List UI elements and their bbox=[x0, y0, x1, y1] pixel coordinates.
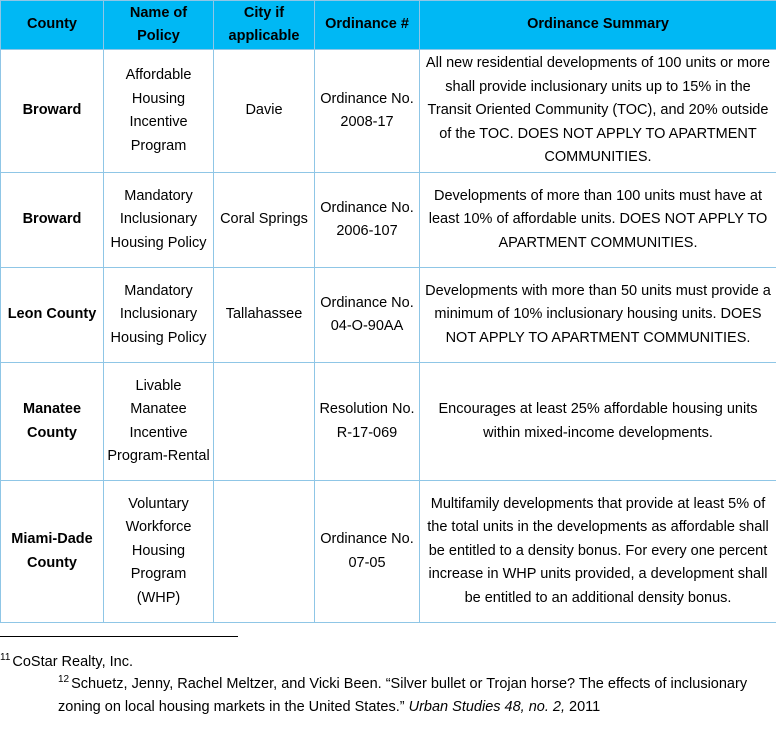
header-ordinance: Ordinance # bbox=[315, 1, 420, 50]
ordinance-cell: Ordinance No. 07-05 bbox=[315, 481, 420, 623]
header-county: County bbox=[1, 1, 104, 50]
footnote-year: 2011 bbox=[569, 699, 601, 715]
summary-cell: Developments of more than 100 units must have at least 10% of affordable units. DOES NOT APPLY TO APARTMENT COMMUNITIES. bbox=[420, 173, 776, 268]
summary-cell: Multifamily developments that provide at least 5% of the total units in the developments as affordable shall be entitled to a density bonus. For every one percent increase in WHP units provided, a development shall be entitled to an additional density bonus. bbox=[420, 481, 776, 623]
header-city: City if applicable bbox=[214, 1, 315, 50]
city-cell: Coral Springs bbox=[214, 173, 315, 268]
city-cell bbox=[214, 363, 315, 481]
county-cell: Broward bbox=[1, 50, 104, 173]
policy-cell: Mandatory Inclusionary Housing Policy bbox=[104, 173, 214, 268]
county-cell: Miami-Dade County bbox=[1, 481, 104, 623]
footnote-mark: 12 bbox=[58, 674, 70, 685]
city-cell: Davie bbox=[214, 50, 315, 173]
ordinance-cell: Ordinance No. 04-O-90AA bbox=[315, 268, 420, 363]
ordinance-cell: Ordinance No. 2006-107 bbox=[315, 173, 420, 268]
footnote-journal: Urban Studies 48, no. 2, bbox=[408, 699, 566, 715]
city-cell bbox=[214, 481, 315, 623]
ordinance-cell: Ordinance No. 2008-17 bbox=[315, 50, 420, 173]
policy-cell: Livable Manatee Incentive Program-Rental bbox=[104, 363, 214, 481]
footnote-divider bbox=[0, 636, 238, 637]
policy-cell: Mandatory Inclusionary Housing Policy bbox=[104, 268, 214, 363]
table-header-row bbox=[1, 1, 776, 50]
footnote-text: CoStar Realty, Inc. bbox=[12, 654, 133, 670]
summary-cell: Encourages at least 25% affordable housing units within mixed-income developments. bbox=[420, 363, 776, 481]
header-summary: Ordinance Summary bbox=[420, 1, 776, 50]
city-cell: Tallahassee bbox=[214, 268, 315, 363]
policy-cell: Affordable Housing Incentive Program bbox=[104, 50, 214, 173]
header-policy: Name of Policy bbox=[104, 1, 214, 50]
table-row bbox=[1, 50, 776, 173]
policy-cell: Voluntary Workforce Housing Program (WHP) bbox=[104, 481, 214, 623]
county-cell: Leon County bbox=[1, 268, 104, 363]
summary-cell: Developments with more than 50 units must provide a minimum of 10% inclusionary housing units. DOES NOT APPLY TO APARTMENT COMMUNITIES. bbox=[420, 268, 776, 363]
table-row bbox=[1, 481, 776, 623]
ordinance-cell: Resolution No. R-17-069 bbox=[315, 363, 420, 481]
table-row bbox=[1, 268, 776, 363]
footnote-12 bbox=[58, 668, 758, 719]
footnote-mark: 11 bbox=[0, 652, 11, 663]
county-cell: Manatee County bbox=[1, 363, 104, 481]
table-row bbox=[1, 363, 776, 481]
table-row bbox=[1, 173, 776, 268]
summary-cell: All new residential developments of 100 units or more shall provide inclusionary units up to 15% in the Transit Oriented Community (TOC), and 20% outside of the TOC. DOES NOT APPLY TO APARTMENT COMMUNITIES. bbox=[420, 50, 776, 173]
county-cell: Broward bbox=[1, 173, 104, 268]
footnote-text: Schuetz, Jenny, Rachel Meltzer, and Vicki Been. “Silver bullet or Trojan horse? The effects of inclusionary zoning on local housing markets in the United States.” bbox=[58, 676, 748, 715]
